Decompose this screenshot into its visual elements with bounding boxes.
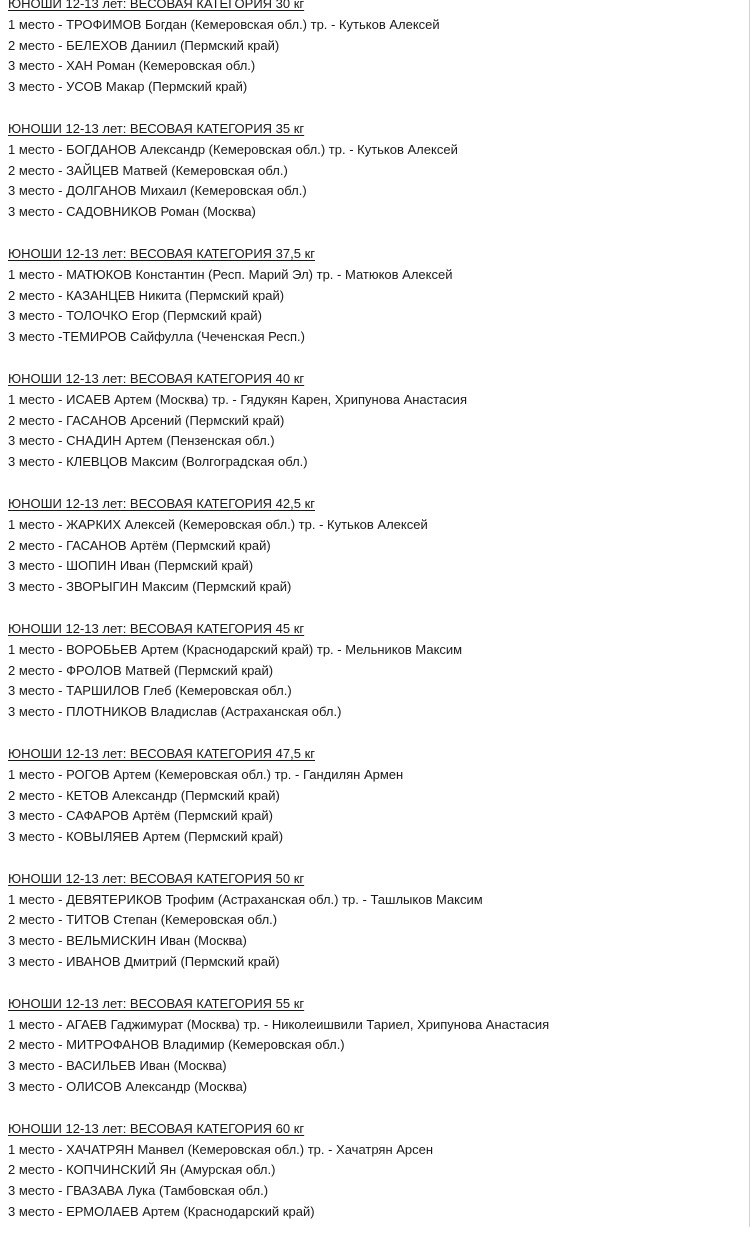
placement-line: 3 место - ВЕЛЬМИСКИН Иван (Москва)	[8, 933, 247, 949]
placement-line: 3 место - КЛЕВЦОВ Максим (Волгоградская обл.)	[8, 454, 308, 470]
weight-category-section	[8, 244, 748, 348]
weight-category-section	[8, 619, 748, 723]
placement-line: 1 место - ЖАРКИХ Алексей (Кемеровская обл.) тр. - Кутьков Алексей	[8, 516, 428, 532]
placement-line: 2 место - ГАСАНОВ Артём (Пермский край)	[8, 537, 271, 553]
weight-category-heading: ЮНОШИ 12-13 лет: ВЕСОВАЯ КАТЕГОРИЯ 30 кг	[8, 0, 305, 11]
results-document	[8, 0, 748, 1244]
placement-line: 3 место - ТОЛОЧКО Егор (Пермский край)	[8, 308, 262, 324]
weight-category-heading: ЮНОШИ 12-13 лет: ВЕСОВАЯ КАТЕГОРИЯ 35 кг	[8, 120, 305, 136]
placement-line: 3 место - ДОЛГАНОВ Михаил (Кемеровская обл.)	[8, 183, 307, 199]
placement-line: 2 место - КЕТОВ Александр (Пермский край)	[8, 787, 280, 803]
placement-line: 3 место - ХАН Роман (Кемеровская обл.)	[8, 58, 256, 74]
placement-line: 2 место - ФРОЛОВ Матвей (Пермский край)	[8, 662, 274, 678]
placement-line: 2 место - ГАСАНОВ Арсений (Пермский край)	[8, 412, 285, 428]
placement-line: 1 место - ХАЧАТРЯН Манвел (Кемеровская обл.) тр. - Хачатрян Арсен	[8, 1141, 434, 1157]
placement-line: 1 место - ДЕВЯТЕРИКОВ Трофим (Астраханская обл.) тр. - Ташлыков Максим	[8, 891, 483, 907]
placement-line: 1 место - РОГОВ Артем (Кемеровская обл.) тр. - Гандилян Армен	[8, 766, 404, 782]
placement-line: 3 место -ТЕМИРОВ Сайфулла (Чеченская Респ.)	[8, 329, 305, 345]
placement-line: 3 место - ШОПИН Иван (Пермский край)	[8, 558, 254, 574]
weight-category-section	[8, 994, 748, 1098]
placement-line: 2 место - КОПЧИНСКИЙ Ян (Амурская обл.)	[8, 1162, 276, 1178]
weight-category-section	[8, 369, 748, 473]
weight-category-section	[8, 1119, 748, 1223]
weight-category-section	[8, 119, 748, 223]
placement-line: 1 место - ИСАЕВ Артем (Москва) тр. - Гядукян Карен, Хрипунова Анастасия	[8, 391, 467, 407]
weight-category-heading: ЮНОШИ 12-13 лет: ВЕСОВАЯ КАТЕГОРИЯ 55 кг	[8, 995, 305, 1011]
placement-line: 3 место - САФАРОВ Артём (Пермский край)	[8, 808, 273, 824]
placement-line: 3 место - ЗВОРЫГИН Максим (Пермский край)	[8, 579, 292, 595]
placement-line: 2 место - МИТРОФАНОВ Владимир (Кемеровская обл.)	[8, 1037, 345, 1053]
placement-line: 3 место - ОЛИСОВ Александр (Москва)	[8, 1079, 248, 1095]
placement-line: 2 место - КАЗАНЦЕВ Никита (Пермский край)	[8, 287, 285, 303]
placement-line: 3 место - САДОВНИКОВ Роман (Москва)	[8, 204, 256, 220]
placement-line: 1 место - ТРОФИМОВ Богдан (Кемеровская обл.) тр. - Кутьков Алексей	[8, 16, 440, 32]
placement-line: 3 место - КОВЫЛЯЕВ Артем (Пермский край)	[8, 829, 284, 845]
weight-category-section	[8, 0, 748, 98]
placement-line: 3 место - ВАСИЛЬЕВ Иван (Москва)	[8, 1058, 227, 1074]
weight-category-section	[8, 494, 748, 598]
placement-line: 1 место - МАТЮКОВ Константин (Респ. Марий Эл) тр. - Матюков Алексей	[8, 266, 453, 282]
placement-line: 3 место - ЕРМОЛАЕВ Артем (Краснодарский край)	[8, 1204, 315, 1220]
placement-line: 2 место - БЕЛЕХОВ Даниил (Пермский край)	[8, 37, 280, 53]
weight-category-heading: ЮНОШИ 12-13 лет: ВЕСОВАЯ КАТЕГОРИЯ 47,5 кг	[8, 745, 316, 761]
weight-category-section	[8, 744, 748, 848]
placement-line: 3 место - УСОВ Макар (Пермский край)	[8, 79, 248, 95]
weight-category-heading: ЮНОШИ 12-13 лет: ВЕСОВАЯ КАТЕГОРИЯ 50 кг	[8, 870, 305, 886]
placement-line: 1 место - АГАЕВ Гаджимурат (Москва) тр. - Николеишвили Тариел, Хрипунова Анастасия	[8, 1016, 550, 1032]
weight-category-heading: ЮНОШИ 12-13 лет: ВЕСОВАЯ КАТЕГОРИЯ 40 кг	[8, 370, 305, 386]
weight-category-heading: ЮНОШИ 12-13 лет: ВЕСОВАЯ КАТЕГОРИЯ 42,5 кг	[8, 495, 316, 511]
weight-category-section	[8, 869, 748, 973]
placement-line: 3 место - ИВАНОВ Дмитрий (Пермский край)	[8, 954, 280, 970]
weight-category-heading: ЮНОШИ 12-13 лет: ВЕСОВАЯ КАТЕГОРИЯ 45 кг	[8, 620, 305, 636]
placement-line: 2 место - ЗАЙЦЕВ Матвей (Кемеровская обл.)	[8, 162, 288, 178]
placement-line: 3 место - СНАДИН Артем (Пензенская обл.)	[8, 433, 275, 449]
weight-category-heading: ЮНОШИ 12-13 лет: ВЕСОВАЯ КАТЕГОРИЯ 37,5 кг	[8, 245, 316, 261]
placement-line: 1 место - БОГДАНОВ Александр (Кемеровская обл.) тр. - Кутьков Алексей	[8, 141, 458, 157]
placement-line: 2 место - ТИТОВ Степан (Кемеровская обл.)	[8, 912, 278, 928]
placement-line: 1 место - ВОРОБЬЕВ Артем (Краснодарский край) тр. - Мельников Максим	[8, 641, 463, 657]
placement-line: 3 место - ПЛОТНИКОВ Владислав (Астраханская обл.)	[8, 704, 342, 720]
placement-line: 3 место - ГВАЗАВА Лука (Тамбовская обл.)	[8, 1183, 269, 1199]
placement-line: 3 место - ТАРШИЛОВ Глеб (Кемеровская обл.)	[8, 683, 292, 699]
weight-category-heading: ЮНОШИ 12-13 лет: ВЕСОВАЯ КАТЕГОРИЯ 60 кг	[8, 1120, 305, 1136]
